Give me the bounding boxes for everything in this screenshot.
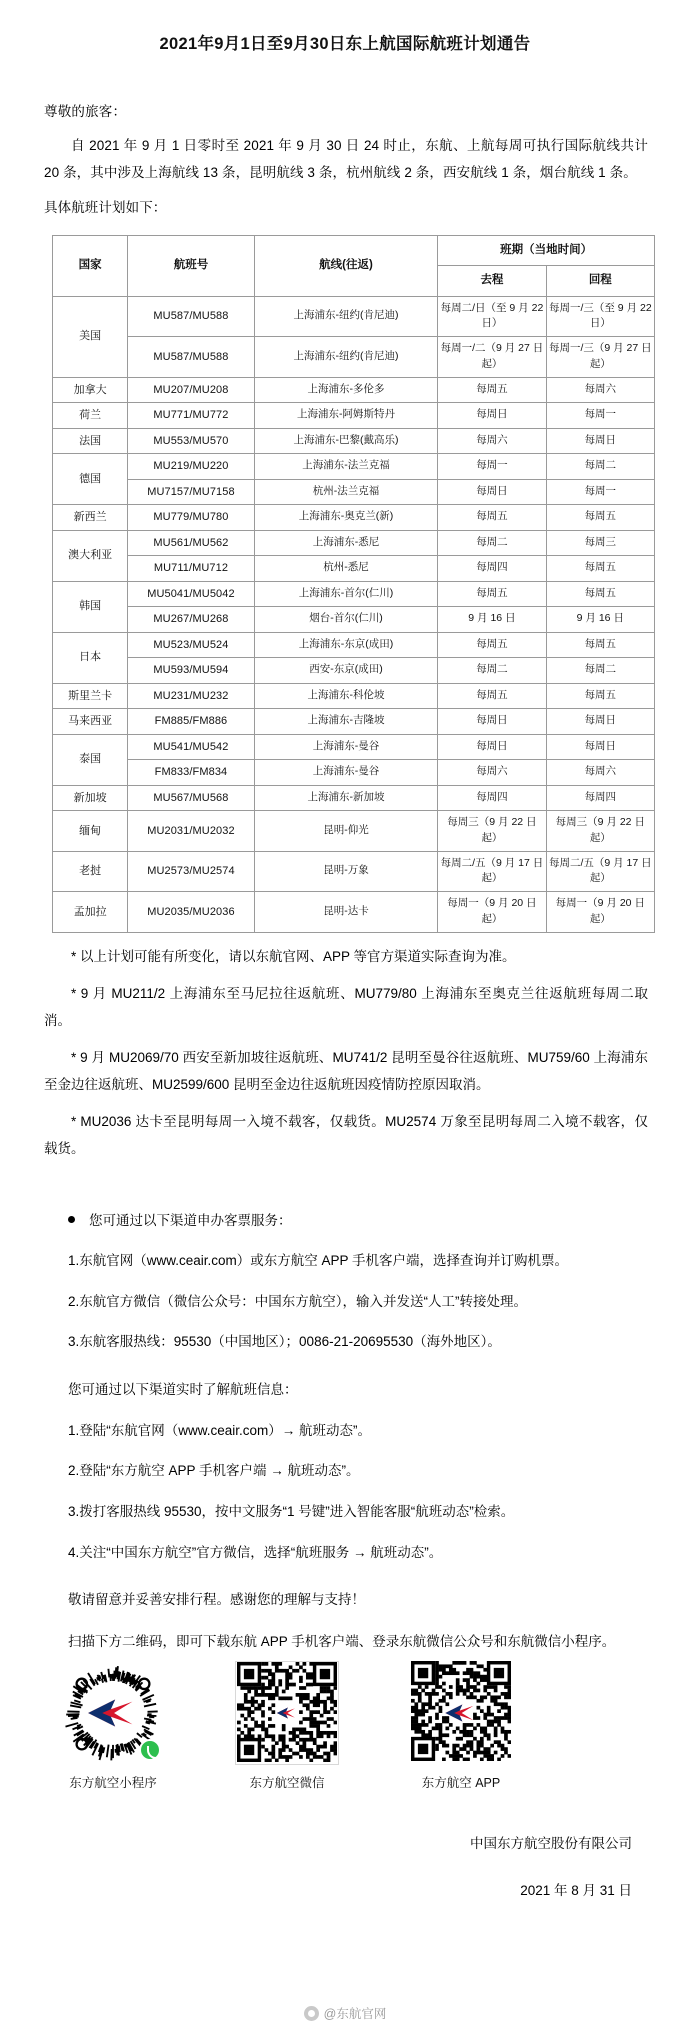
cell-country: 泰国 [53, 734, 128, 785]
cell-flight-no: MU779/MU780 [128, 505, 254, 531]
cell-route: 上海浦东-纽约(肯尼迪) [254, 296, 438, 337]
cell-inbound: 每周五 [546, 632, 654, 658]
cell-country: 法国 [53, 428, 128, 454]
china-eastern-logo-icon [276, 1706, 298, 1720]
wechat-miniprogram-badge-icon [139, 1739, 161, 1761]
cell-outbound: 每周四 [438, 556, 546, 582]
cell-flight-no: MU2035/MU2036 [128, 892, 254, 933]
qr-row [0, 1661, 690, 1791]
note-item: * 9 月 MU211/2 上海浦东至马尼拉往返航班、MU779/80 上海浦东至奥克兰往返航班每周二取消。 [44, 985, 648, 1028]
th-route: 航线(往返) [254, 236, 438, 297]
table-row [53, 403, 655, 429]
table-row [53, 632, 655, 658]
cell-country: 加拿大 [53, 377, 128, 403]
th-outbound: 去程 [438, 266, 546, 296]
cell-flight-no: MU267/MU268 [128, 607, 254, 633]
cell-inbound: 9 月 16 日 [546, 607, 654, 633]
list-item: 1.东航官网（www.ceair.com）或东方航空 APP 手机客户端，选择查询并订购机票。 [68, 1253, 569, 1269]
cell-flight-no: MU207/MU208 [128, 377, 254, 403]
cell-country: 日本 [53, 632, 128, 683]
cell-flight-no: MU587/MU588 [128, 296, 254, 337]
note-item: * MU2036 达卡至昆明每周一入境不载客，仅载货。MU2574 万象至昆明每周二入境不载客，仅载货。 [44, 1113, 648, 1156]
table-row [53, 851, 655, 892]
service-heading-text: 您可通过以下渠道申办客票服务： [89, 1212, 292, 1228]
cell-flight-no: MU561/MU562 [128, 530, 254, 556]
cell-flight-no: MU587/MU588 [128, 337, 254, 378]
cell-country: 新加坡 [53, 785, 128, 811]
qr-item [48, 1661, 178, 1791]
table-row [53, 709, 655, 735]
cell-flight-no: MU219/MU220 [128, 454, 254, 480]
cell-route: 上海浦东-首尔(仁川) [254, 581, 438, 607]
cell-route: 西安-东京(成田) [254, 658, 438, 684]
cell-route: 上海浦东-新加坡 [254, 785, 438, 811]
cell-inbound: 每周二/五（9 月 17 日起） [546, 851, 654, 892]
cell-inbound: 每周五 [546, 556, 654, 582]
cell-outbound: 每周五 [438, 632, 546, 658]
qr-caption: 东方航空 APP [421, 1775, 501, 1790]
th-period-group: 班期（当地时间） [438, 236, 655, 266]
china-eastern-logo-icon [444, 1702, 478, 1723]
cell-outbound: 每周五 [438, 581, 546, 607]
info-heading: 您可通过以下渠道实时了解航班信息： [68, 1382, 298, 1398]
cell-route: 上海浦东-巴黎(戴高乐) [254, 428, 438, 454]
intro-paragraph: 自 2021 年 9 月 1 日零时至 2021 年 9 月 30 日 24 时止，东航、上航每周可执行国际航线共计 20 条，其中涉及上海航线 13 条，昆明航线 3 条，杭州航线 2 条，西安航线 1 条，烟台航线 1 条。 [44, 138, 648, 180]
table-row [53, 607, 655, 633]
qr-item [222, 1661, 352, 1791]
cell-outbound: 每周日 [438, 403, 546, 429]
cell-flight-no: MU567/MU568 [128, 785, 254, 811]
list-item: 2.东航官方微信（微信公众号：中国东方航空），输入并发送“人工”转接处理。 [68, 1293, 527, 1309]
cell-inbound: 每周一 [546, 479, 654, 505]
cell-flight-no: MU541/MU542 [128, 734, 254, 760]
cell-outbound: 9 月 16 日 [438, 607, 546, 633]
cell-route: 烟台-首尔(仁川) [254, 607, 438, 633]
qr-caption: 东方航空微信 [249, 1775, 325, 1790]
cell-country: 澳大利亚 [53, 530, 128, 581]
list-item: 1.登陆“东航官网（www.ceair.com）→ 航班动态”。 [68, 1422, 372, 1438]
footer-company: 中国东方航空股份有限公司 [470, 1835, 632, 1851]
table-row [53, 683, 655, 709]
cell-inbound: 每周四 [546, 785, 654, 811]
service-block [0, 1208, 690, 1655]
cell-flight-no: FM833/FM834 [128, 760, 254, 786]
intro-block [0, 100, 690, 221]
cell-route: 上海浦东-多伦多 [254, 377, 438, 403]
cell-route: 上海浦东-科伦坡 [254, 683, 438, 709]
cell-outbound: 每周日 [438, 479, 546, 505]
table-head [53, 236, 655, 297]
cell-route: 杭州-悉尼 [254, 556, 438, 582]
cell-outbound: 每周二 [438, 530, 546, 556]
cell-outbound: 每周五 [438, 505, 546, 531]
cell-route: 昆明-仰光 [254, 811, 438, 852]
note-item: * 9 月 MU2069/70 西安至新加坡往返航班、MU741/2 昆明至曼谷往返航班、MU759/60 上海浦东至金边往返航班、MU2599/600 昆明至金边往返航班因疫情防控原因取消。 [44, 1049, 648, 1092]
qr-item [396, 1661, 526, 1791]
table-row [53, 760, 655, 786]
schedule-table-wrap [0, 235, 690, 933]
note-item: * 以上计划可能有所变化，请以东航官网、APP 等官方渠道实际查询为准。 [71, 948, 516, 964]
cell-outbound: 每周一 [438, 454, 546, 480]
cell-flight-no: MU553/MU570 [128, 428, 254, 454]
cell-route: 上海浦东-东京(成田) [254, 632, 438, 658]
cell-flight-no: MU711/MU712 [128, 556, 254, 582]
watermark [0, 2004, 690, 2022]
table-row [53, 337, 655, 378]
cell-outbound: 每周一（9 月 20 日起） [438, 892, 546, 933]
table-row [53, 479, 655, 505]
cell-country: 韩国 [53, 581, 128, 632]
table-row [53, 658, 655, 684]
cell-inbound: 每周一/三（9 月 27 日起） [546, 337, 654, 378]
cell-inbound: 每周六 [546, 760, 654, 786]
cell-flight-no: MU231/MU232 [128, 683, 254, 709]
cell-route: 上海浦东-吉隆坡 [254, 709, 438, 735]
plan-lead: 具体航班计划如下： [44, 200, 167, 215]
service-items [44, 1248, 648, 1355]
table-row [53, 428, 655, 454]
cell-inbound: 每周日 [546, 734, 654, 760]
wechat-qr[interactable] [235, 1661, 339, 1765]
cell-inbound: 每周一（9 月 20 日起） [546, 892, 654, 933]
table-header-row-1 [53, 236, 655, 266]
cell-flight-no: MU771/MU772 [128, 403, 254, 429]
cell-inbound: 每周三（9 月 22 日起） [546, 811, 654, 852]
cell-route: 昆明-万象 [254, 851, 438, 892]
footer [0, 1831, 690, 1904]
cell-outbound: 每周六 [438, 428, 546, 454]
cell-flight-no: MU2031/MU2032 [128, 811, 254, 852]
cell-outbound: 每周六 [438, 760, 546, 786]
cell-route: 昆明-达卡 [254, 892, 438, 933]
miniprogram-qr[interactable] [61, 1661, 165, 1765]
th-country: 国家 [53, 236, 128, 297]
cell-country: 新西兰 [53, 505, 128, 531]
flight-schedule-table [52, 235, 655, 933]
cell-inbound: 每周一 [546, 403, 654, 429]
table-row [53, 530, 655, 556]
cell-route: 杭州-法兰克福 [254, 479, 438, 505]
table-body [53, 296, 655, 932]
watermark-label: @东航官网 [323, 2007, 387, 2021]
cell-flight-no: FM885/FM886 [128, 709, 254, 735]
table-row [53, 581, 655, 607]
cell-inbound: 每周六 [546, 377, 654, 403]
table-row [53, 734, 655, 760]
cell-inbound: 每周一/三（至 9 月 22 日） [546, 296, 654, 337]
cell-flight-no: MU523/MU524 [128, 632, 254, 658]
qr-intro: 扫描下方二维码，即可下载东航 APP 手机客户端、登录东航微信公众号和东航微信小程序。 [68, 1633, 616, 1649]
table-row [53, 454, 655, 480]
cell-outbound: 每周日 [438, 709, 546, 735]
cell-outbound: 每周二/五（9 月 17 日起） [438, 851, 546, 892]
cell-route: 上海浦东-阿姆斯特丹 [254, 403, 438, 429]
list-item: 3.拨打客服热线 95530，按中文服务“1 号键”进入智能客服“航班动态”检索。 [68, 1503, 515, 1519]
cell-outbound: 每周四 [438, 785, 546, 811]
table-row [53, 296, 655, 337]
cell-country: 斯里兰卡 [53, 683, 128, 709]
cell-inbound: 每周五 [546, 581, 654, 607]
cell-inbound: 每周日 [546, 428, 654, 454]
cell-route: 上海浦东-曼谷 [254, 734, 438, 760]
table-row [53, 785, 655, 811]
cell-outbound: 每周五 [438, 683, 546, 709]
notes-block [0, 943, 690, 1162]
cell-route: 上海浦东-悉尼 [254, 530, 438, 556]
salutation: 尊敬的旅客： [44, 104, 127, 119]
cell-country: 德国 [53, 454, 128, 505]
cell-country: 荷兰 [53, 403, 128, 429]
service-bullet-heading [44, 1208, 648, 1234]
cell-outbound: 每周五 [438, 377, 546, 403]
cell-country: 孟加拉 [53, 892, 128, 933]
qr-caption: 东方航空小程序 [69, 1775, 157, 1790]
app-qr[interactable] [409, 1661, 513, 1765]
table-row [53, 505, 655, 531]
cell-inbound: 每周日 [546, 709, 654, 735]
weibo-icon [304, 2006, 319, 2021]
cell-country: 马来西亚 [53, 709, 128, 735]
cell-flight-no: MU2573/MU2574 [128, 851, 254, 892]
th-inbound: 回程 [546, 266, 654, 296]
cell-flight-no: MU593/MU594 [128, 658, 254, 684]
cell-country: 老挝 [53, 851, 128, 892]
china-eastern-logo-icon [86, 1696, 140, 1729]
cell-outbound: 每周二 [438, 658, 546, 684]
closing-line: 敬请留意并妥善安排行程。感谢您的理解与支持！ [68, 1592, 365, 1608]
bullet-icon [68, 1216, 75, 1223]
table-row [53, 556, 655, 582]
cell-inbound: 每周二 [546, 454, 654, 480]
cell-country: 美国 [53, 296, 128, 377]
footer-date: 2021 年 8 月 31 日 [520, 1883, 632, 1899]
cell-outbound: 每周一/二（9 月 27 日起） [438, 337, 546, 378]
cell-route: 上海浦东-纽约(肯尼迪) [254, 337, 438, 378]
cell-country: 缅甸 [53, 811, 128, 852]
list-item: 3.东航客服热线：95530（中国地区）；0086-21-20695530（海外地区）。 [68, 1334, 501, 1350]
cell-inbound: 每周五 [546, 505, 654, 531]
cell-inbound: 每周五 [546, 683, 654, 709]
cell-route: 上海浦东-曼谷 [254, 760, 438, 786]
cell-inbound: 每周二 [546, 658, 654, 684]
list-item: 4.关注“中国东方航空”官方微信，选择“航班服务 → 航班动态”。 [68, 1544, 443, 1560]
cell-outbound: 每周三（9 月 22 日起） [438, 811, 546, 852]
table-row [53, 377, 655, 403]
cell-flight-no: MU7157/MU7158 [128, 479, 254, 505]
cell-outbound: 每周日 [438, 734, 546, 760]
page-title: 2021年9月1日至9月30日东上航国际航班计划通告 [159, 35, 531, 53]
table-row [53, 892, 655, 933]
list-item: 2.登陆“东方航空 APP 手机客户端 → 航班动态”。 [68, 1463, 360, 1479]
cell-outbound: 每周二/日（至 9 月 22 日） [438, 296, 546, 337]
cell-route: 上海浦东-法兰克福 [254, 454, 438, 480]
table-row [53, 811, 655, 852]
cell-flight-no: MU5041/MU5042 [128, 581, 254, 607]
cell-route: 上海浦东-奥克兰(新) [254, 505, 438, 531]
cell-inbound: 每周三 [546, 530, 654, 556]
info-items [44, 1418, 648, 1566]
th-flight-no: 航班号 [128, 236, 254, 297]
